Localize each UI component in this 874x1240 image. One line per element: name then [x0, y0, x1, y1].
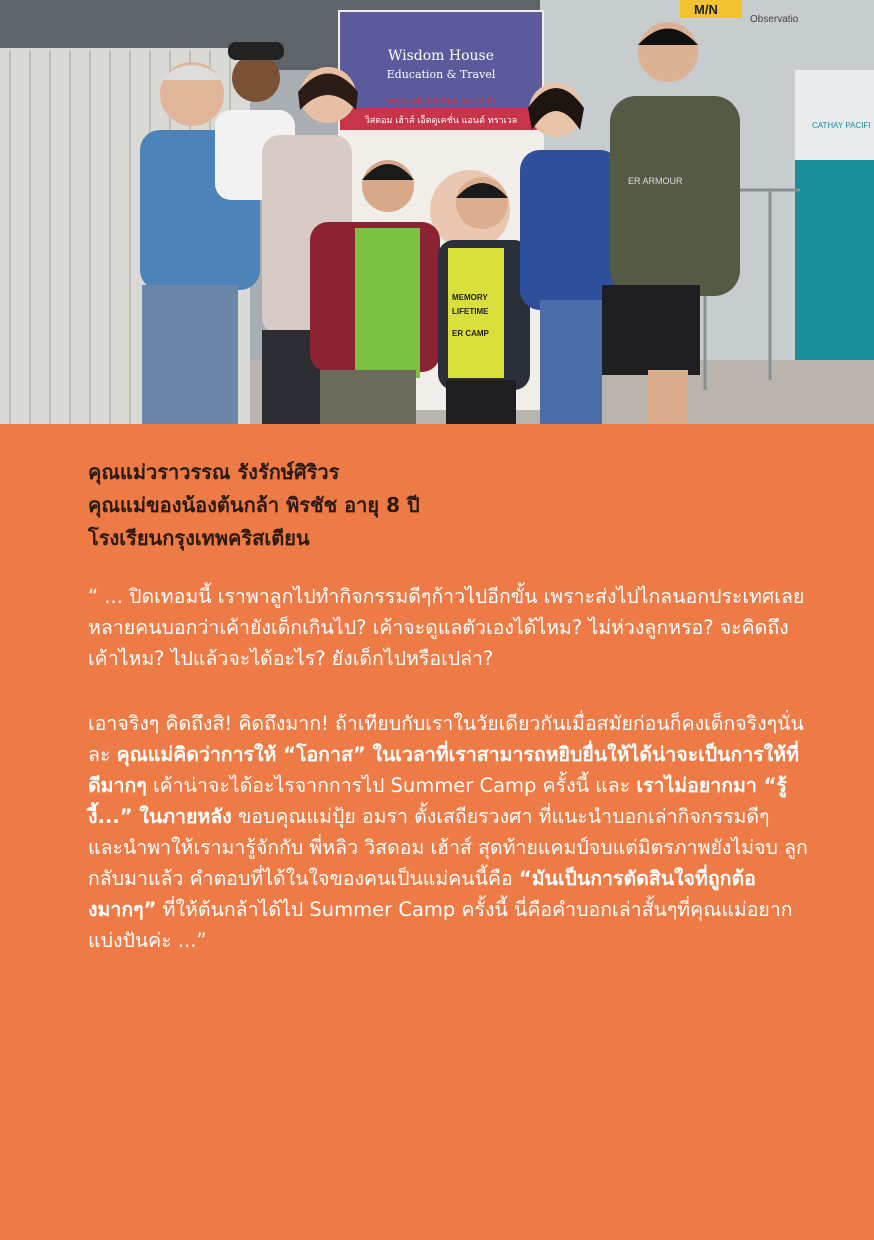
banner-tagline: Education & Travel: [386, 68, 496, 81]
airport-sign-text: M/N: [694, 2, 718, 17]
shirt-text-lifetime: LIFETIME: [452, 307, 489, 316]
author-school: โรงเรียนกรุงเทพคริสเตียน: [88, 526, 310, 550]
paragraph-1: “ ... ปิดเทอมนี้ เราพาลูกไปทำกิจกรรมดีๆก้าวไปอีกขั้น เพราะส่งไปไกลนอกประเทศเลย หลายคนบอกว่าเค้ายังเด็กเกินไป? เค้าจะดูแลตัวเองได้ไหม? ไม่ห่วงลูกหรอ? จะคิดถึงเค้าไหม? ไปแล้วจะได้อะไร? ยังเด็กไปหรือเปล่า?: [88, 585, 805, 670]
shirt-brand-text: ER ARMOUR: [628, 176, 683, 186]
banner-url: www.wisdomhouse.co.th: [386, 96, 496, 107]
para2-text-1: เอาจริงๆ คิดถึงสิ! คิดถึงมาก! ถ้าเทียบกับเราในวัยเดียวกันเมื่อสมัยก่อนก็คงเด็กจริงๆนั่นละ: [88, 712, 804, 766]
shirt-text-memory: MEMORY: [452, 293, 488, 302]
para2-bold-2: เราไม่อยากมา “รู้งี้...” ในภายหลัง: [88, 774, 787, 828]
banner-thai: วิสดอม เฮ้าส์ เอ็ดดูเคชั่น แอนด์ ทราเวล: [364, 116, 518, 126]
author-name: คุณแม่วราวรรณ รังรักษ์ศิริวร: [88, 460, 340, 484]
testimonial: [88, 456, 808, 956]
para2-bold-1: คุณแม่คิดว่าการให้ “โอกาส” ในเวลาที่เราสามารถหยิบยื่นให้ได้น่าจะเป็นการให้ที่ดีมากๆ: [88, 743, 799, 797]
paragraph-2: [88, 708, 808, 956]
author-info: [88, 456, 808, 555]
cathay-text: CATHAY PACIFI: [812, 121, 871, 130]
group-photo-illustration: [0, 0, 874, 424]
para2-text-2: เค้าน่าจะได้อะไรจากการไป Summer Camp ครั้งนี้ และ: [146, 774, 637, 797]
para2-text-4: ที่ให้ต้นกล้าได้ไป Summer Camp ครั้งนี้ นี่คือคำบอกเล่าสั้นๆที่คุณแม่อยากแบ่งปันค่ะ ...”: [88, 898, 793, 952]
shirt-text-camp: ER CAMP: [452, 329, 489, 338]
para2-text-3: ขอบคุณแม่ปุ้ย อมรา ตั้งเสถียรวงศา ที่แนะนำบอกเล่ากิจกรรมดีๆ และนำพาให้เรามารู้จักกับ พี่หลิว วิสดอม เฮ้าส์ สุดท้ายแคมป์จบแต่มิตรภาพยังไม่จบ ลูกกลับมาแล้ว คำตอบที่ได้ในใจของคนเป็นแม่คนนี้คือ: [88, 805, 808, 890]
observation-text: Observatio: [750, 14, 799, 25]
banner-brand: Wisdom House: [387, 48, 495, 64]
group-photo: [0, 0, 874, 424]
para2-bold-3: “มันเป็นการตัดสินใจที่ถูกต้องมากๆ”: [88, 867, 756, 921]
author-relation: คุณแม่ของน้องต้นกล้า พิรชัช อายุ 8 ปี: [88, 493, 420, 517]
